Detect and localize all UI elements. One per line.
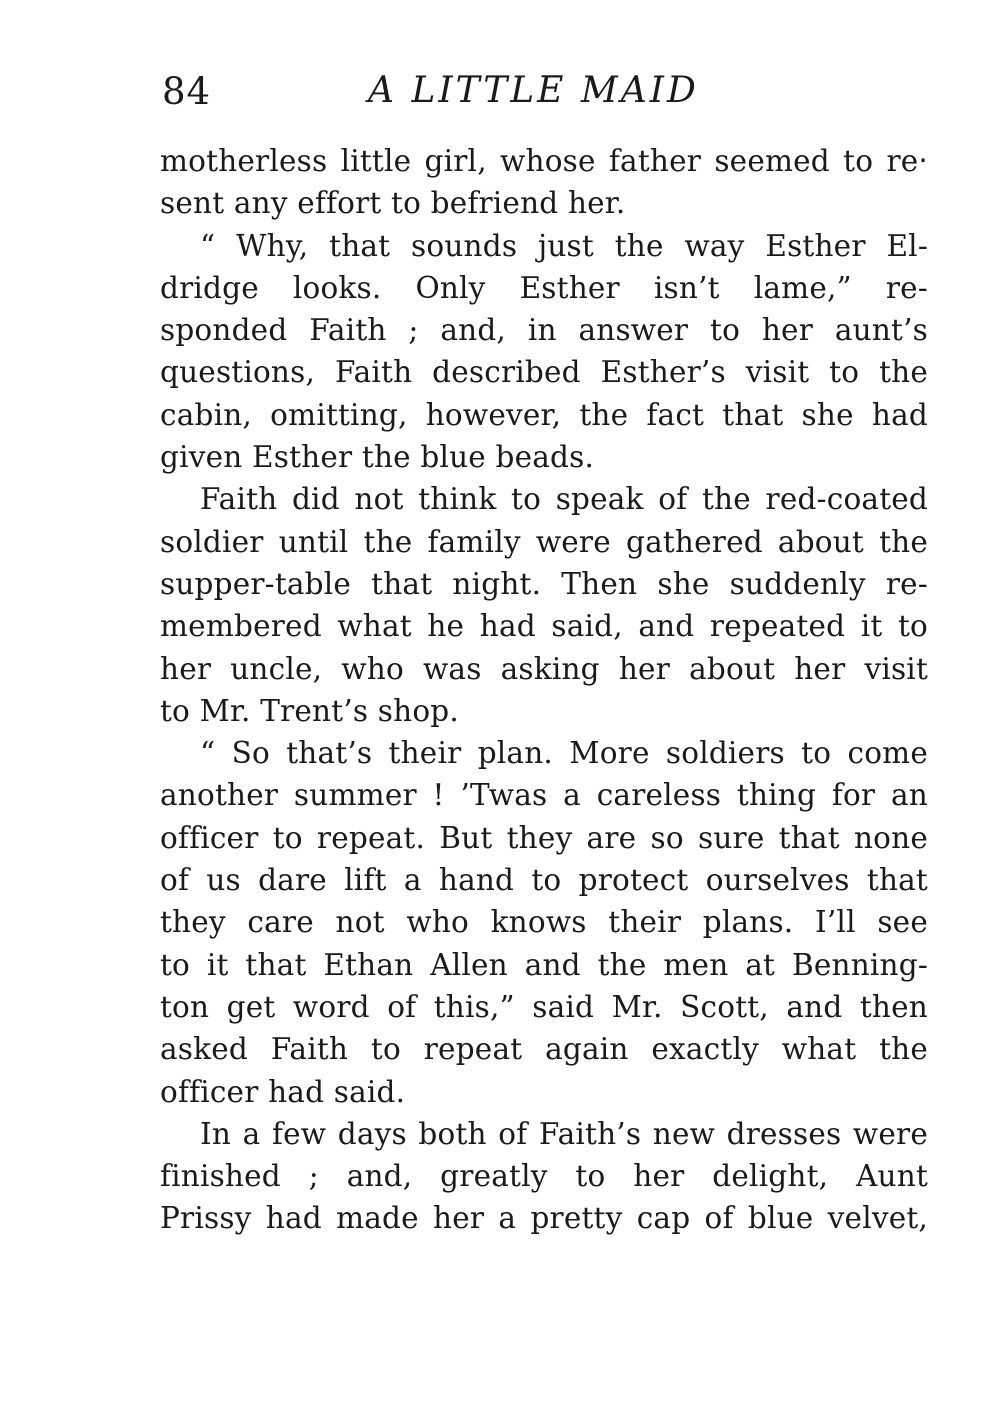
text-line: they care not who knows their plans. I’ll see: [160, 905, 928, 940]
page-header: [160, 70, 928, 120]
text-line: “ So that’s their plan. More soldiers to come: [200, 736, 928, 771]
text-line: finished ; and, greatly to her delight, Aunt: [160, 1159, 928, 1194]
text-line: to Mr. Trent’s shop.: [160, 693, 459, 728]
text-line: asked Faith to repeat again exactly what the: [160, 1032, 928, 1067]
text-line: officer to repeat. But they are so sure that none: [160, 820, 928, 855]
text-line: cabin, omitting, however, the fact that she had: [160, 397, 928, 432]
page-number: 84: [162, 70, 212, 113]
text-line: to it that Ethan Allen and the men at Benning-: [160, 947, 928, 982]
text-line: motherless little girl, whose father seemed to re‧: [160, 144, 928, 178]
text-line: another summer ! ’Twas a careless thing for an: [160, 778, 928, 813]
text-line: sponded Faith ; and, in answer to her aunt’s: [160, 313, 928, 348]
text-line: dridge looks. Only Esther isn’t lame,” re-: [160, 270, 928, 305]
text-line: officer had said.: [160, 1074, 406, 1109]
text-line: sent any effort to befriend her.: [160, 186, 626, 221]
text-line: ton get word of this,” said Mr. Scott, and then: [160, 989, 928, 1024]
text-line: “ Why, that sounds just the way Esther El-: [200, 228, 928, 263]
text-line: her uncle, who was asking her about her visit: [160, 651, 928, 686]
text-line: given Esther the blue beads.: [160, 440, 595, 475]
text-line: soldier until the family were gathered about the: [160, 524, 928, 559]
text-line: supper-table that night. Then she suddenly re-: [160, 566, 928, 601]
text-line: Faith did not think to speak of the red-coated: [200, 482, 928, 517]
text-line: In a few days both of Faith’s new dresses were: [200, 1116, 928, 1151]
text-line: Prissy had made her a pretty cap of blue velvet,: [160, 1201, 928, 1236]
text-line: questions, Faith described Esther’s visit to the: [160, 355, 928, 390]
text-line: membered what he had said, and repeated it to: [160, 609, 928, 644]
running-head: A LITTLE MAID: [368, 70, 699, 111]
text-line: of us dare lift a hand to protect ourselves that: [160, 863, 928, 898]
body-text: [160, 140, 928, 1240]
